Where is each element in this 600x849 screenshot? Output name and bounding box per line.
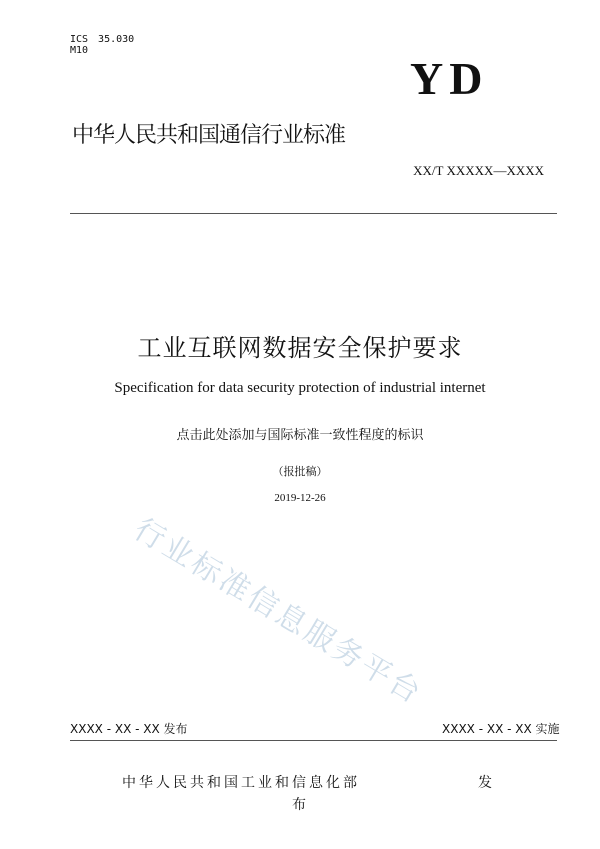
implement-date: XXXX - XX - XX 实施 bbox=[442, 722, 560, 736]
yd-logo: YD bbox=[410, 53, 489, 104]
footer-divider bbox=[70, 740, 557, 741]
classification-code: M10 bbox=[70, 45, 89, 56]
title-chinese: 工业互联网数据安全保护要求 bbox=[137, 334, 463, 362]
issuer: 中华人民共和国工业和信息化部 bbox=[122, 775, 360, 791]
standard-number: XX/T XXXXX—XXXX bbox=[413, 163, 544, 178]
title-english: Specification for data security protection of industrial internet bbox=[114, 380, 486, 396]
issue-word-bu: 布 bbox=[292, 797, 306, 813]
ics-code: ICS 35.030 bbox=[70, 34, 135, 45]
draft-date: 2019-12-26 bbox=[274, 492, 326, 504]
publish-date: XXXX - XX - XX 发布 bbox=[70, 722, 188, 736]
consistency-placeholder[interactable]: 点击此处添加与国际标准一致性程度的标识 bbox=[176, 428, 424, 443]
issue-word-fa: 发 bbox=[478, 775, 492, 791]
standard-category: 中华人民共和国通信行业标准 bbox=[72, 123, 346, 148]
header-divider bbox=[70, 213, 557, 214]
watermark: 行业标准信息服务平台 bbox=[127, 511, 429, 712]
draft-status: （报批稿） bbox=[272, 465, 328, 478]
